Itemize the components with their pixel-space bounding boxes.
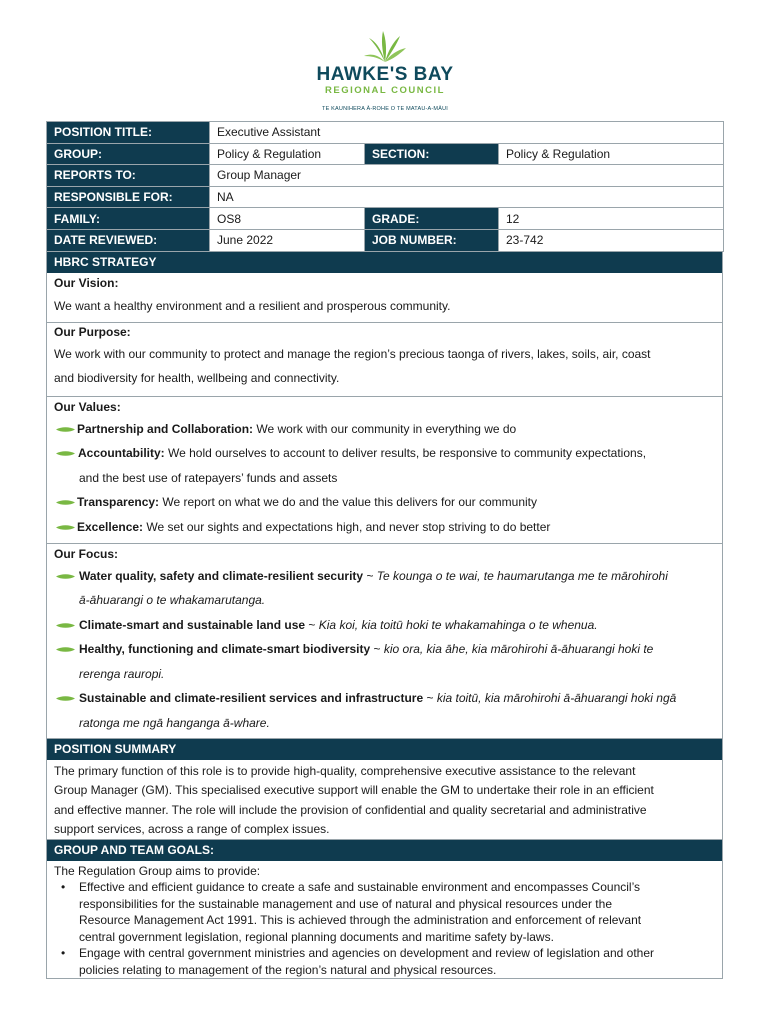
position-summary-body bbox=[46, 760, 723, 840]
responsible-for-value: NA bbox=[210, 186, 724, 208]
purpose-section bbox=[46, 323, 723, 397]
focus-separator: ~ bbox=[305, 617, 319, 632]
table-row bbox=[47, 208, 724, 230]
family-value: OS8 bbox=[210, 208, 365, 230]
focus-heading: Our Focus: bbox=[54, 546, 119, 561]
grade-label: GRADE: bbox=[365, 208, 499, 230]
leaf-bullet-icon bbox=[56, 500, 75, 505]
group-label: GROUP: bbox=[47, 143, 210, 165]
vision-section bbox=[46, 273, 723, 323]
position-title-value: Executive Assistant bbox=[210, 122, 724, 144]
values-section bbox=[46, 397, 723, 544]
table-row bbox=[47, 143, 724, 165]
focus-section bbox=[46, 544, 723, 739]
table-row bbox=[47, 122, 724, 144]
values-heading: Our Values: bbox=[54, 399, 121, 414]
summary-line: and effective manner. The role will include the provision of confidential and quality secretarial and administrative bbox=[54, 802, 647, 817]
date-reviewed-value: June 2022 bbox=[210, 229, 365, 251]
reports-to-value: Group Manager bbox=[210, 165, 724, 187]
group-goals-heading: GROUP AND TEAM GOALS: bbox=[46, 840, 723, 861]
purpose-heading: Our Purpose: bbox=[54, 324, 131, 339]
responsible-for-label: RESPONSIBLE FOR: bbox=[47, 186, 210, 208]
goals-list bbox=[54, 879, 715, 978]
position-title-label: POSITION TITLE: bbox=[47, 122, 210, 144]
focus-title: Sustainable and climate-resilient services and infrastructure bbox=[79, 691, 424, 706]
goal-line: central government legislation, regional planning documents and maritime safety by-laws. bbox=[79, 929, 554, 944]
focus-maori-text: kia toitū, kia mārohirohi ā-āhuarangi hoki ngā bbox=[436, 691, 677, 706]
bullet-icon: • bbox=[61, 946, 66, 961]
reports-to-label: REPORTS TO: bbox=[47, 165, 210, 187]
job-number-label: JOB NUMBER: bbox=[365, 229, 499, 251]
strategy-heading: HBRC STRATEGY bbox=[46, 252, 723, 273]
bullet-icon: • bbox=[61, 880, 66, 895]
table-row bbox=[47, 165, 724, 187]
purpose-line: and biodiversity for health, wellbeing and connectivity. bbox=[54, 371, 340, 386]
focus-continuation: rerenga rauropi. bbox=[79, 666, 165, 681]
logo-title: HAWKE'S BAY bbox=[316, 64, 454, 85]
value-item bbox=[54, 417, 715, 442]
focus-item bbox=[54, 613, 715, 638]
focus-title: Water quality, safety and climate-resilient security bbox=[79, 568, 364, 583]
goal-line: Resource Management Act 1991. This is achieved through the administration and enforcement of relevant bbox=[79, 913, 642, 928]
goals-intro: The Regulation Group aims to provide: bbox=[54, 863, 261, 878]
summary-line: The primary function of this role is to provide high-quality, comprehensive executive assistance to the relevant bbox=[54, 763, 636, 778]
leaf-bullet-icon bbox=[56, 451, 75, 456]
goal-line: responsibilities for the sustainable management and use of natural and physical resources under the bbox=[79, 896, 612, 911]
goal-line: Engage with central government ministries and agencies on development and review of legislation and other bbox=[79, 946, 655, 961]
job-number-value: 23-742 bbox=[499, 229, 724, 251]
logo-subtitle: REGIONAL COUNCIL bbox=[325, 85, 445, 96]
focus-item bbox=[54, 564, 715, 589]
leaf-bullet-icon bbox=[56, 647, 75, 652]
focus-maori-text: Te kounga o te wai, te haumarutanga me te mārohirohi bbox=[376, 568, 668, 583]
table-row bbox=[47, 186, 724, 208]
vision-text: We want a healthy environment and a resilient and prosperous community. bbox=[54, 298, 451, 313]
value-text: We report on what we do and the value this delivers for our community bbox=[159, 495, 538, 510]
value-title: Excellence: bbox=[77, 519, 144, 534]
summary-line: Group Manager (GM). This specialised executive support will enable the GM to undertake their role in an efficient bbox=[54, 783, 654, 798]
focus-maori-text: Kia koi, kia toitū hoki te whakamahinga o te whenua. bbox=[318, 617, 598, 632]
group-goals-body bbox=[46, 861, 723, 979]
date-reviewed-label: DATE REVIEWED: bbox=[47, 229, 210, 251]
logo-maori-name: TE KAUNIHERA Ā-ROHE O TE MATAU-A-MĀUI bbox=[322, 106, 448, 112]
vision-heading: Our Vision: bbox=[54, 275, 119, 290]
focus-maori-text: kio ora, kia āhe, kia mārohirohi ā-āhuarangi hoki te bbox=[383, 642, 654, 657]
position-description bbox=[46, 121, 723, 979]
leaf-bullet-icon bbox=[56, 574, 75, 579]
list-item bbox=[61, 945, 715, 978]
focus-continuation: ā-āhuarangi o te whakamarutanga. bbox=[79, 593, 266, 608]
position-summary-heading: POSITION SUMMARY bbox=[46, 739, 723, 760]
focus-item bbox=[54, 686, 715, 711]
leaf-bullet-icon bbox=[56, 525, 75, 530]
grade-value: 12 bbox=[499, 208, 724, 230]
focus-item bbox=[54, 637, 715, 662]
council-logo bbox=[300, 30, 470, 112]
value-text: We set our sights and expectations high, and never stop striving to do better bbox=[143, 519, 551, 534]
focus-separator: ~ bbox=[363, 568, 377, 583]
value-title: Transparency: bbox=[77, 495, 160, 510]
list-item bbox=[61, 879, 715, 945]
value-text: We hold ourselves to account to deliver results, be responsive to community expectations, bbox=[164, 446, 647, 461]
value-item bbox=[54, 490, 715, 515]
value-continuation: and the best use of ratepayers’ funds and assets bbox=[79, 470, 338, 485]
goal-line: Effective and efficient guidance to create a safe and sustainable environment and encompasses Council’s bbox=[79, 880, 641, 895]
leaf-cluster-icon bbox=[363, 30, 407, 64]
table-row bbox=[47, 229, 724, 251]
goal-line: policies relating to management of the region’s natural and physical resources. bbox=[79, 962, 497, 977]
value-title: Accountability: bbox=[78, 446, 165, 461]
section-value: Policy & Regulation bbox=[499, 143, 724, 165]
purpose-line: We work with our community to protect and manage the region’s precious taonga of rivers, lakes, soils, air, coast bbox=[54, 346, 651, 361]
focus-separator: ~ bbox=[370, 642, 384, 657]
family-label: FAMILY: bbox=[47, 208, 210, 230]
focus-separator: ~ bbox=[423, 691, 437, 706]
focus-title: Climate-smart and sustainable land use bbox=[79, 617, 306, 632]
value-title: Partnership and Collaboration: bbox=[77, 421, 254, 436]
leaf-bullet-icon bbox=[56, 696, 75, 701]
group-value: Policy & Regulation bbox=[210, 143, 365, 165]
summary-line: support services, across a range of complex issues. bbox=[54, 822, 330, 837]
focus-title: Healthy, functioning and climate-smart biodiversity bbox=[79, 642, 371, 657]
leaf-bullet-icon bbox=[56, 427, 75, 432]
position-info-table bbox=[46, 121, 724, 252]
section-label: SECTION: bbox=[365, 143, 499, 165]
value-item bbox=[54, 441, 715, 466]
value-item bbox=[54, 515, 715, 540]
leaf-bullet-icon bbox=[56, 623, 75, 628]
focus-continuation: ratonga me ngā hanganga ā-whare. bbox=[79, 715, 270, 730]
value-text: We work with our community in everything we do bbox=[253, 421, 517, 436]
